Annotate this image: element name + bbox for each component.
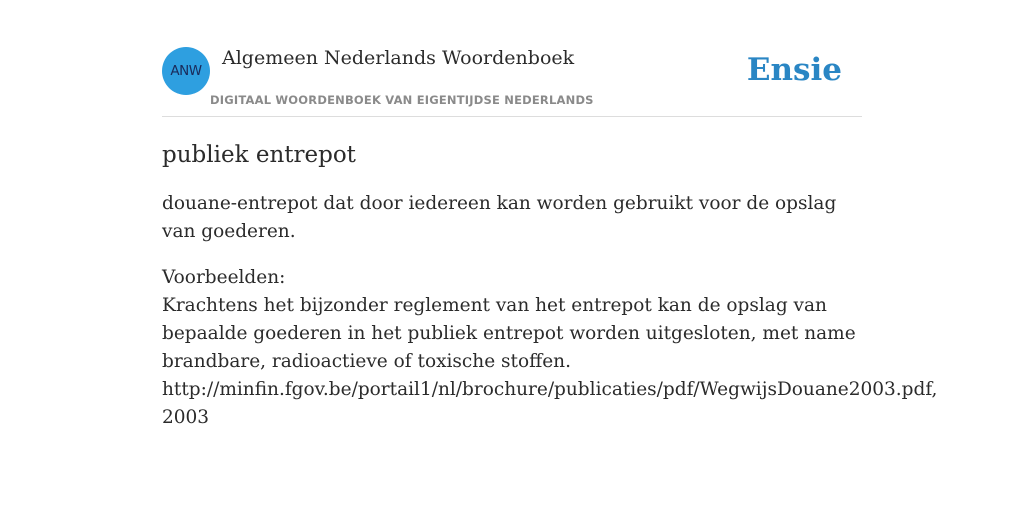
entry-definition: douane-entrepot dat door iedereen kan worden gebruikt voor de opslag van goederen. — [162, 193, 837, 242]
site-title[interactable]: Algemeen Nederlands Woordenboek — [222, 47, 575, 69]
examples-label: Voorbeelden: — [162, 267, 286, 288]
example-text: Krachtens het bijzonder reglement van het entrepot kan de opslag van bepaalde goederen in het publiek entrepot worden uitgesloten, met name brandbare, radioactieve of toxische stoffen. — [162, 295, 856, 372]
examples-section — [162, 264, 938, 432]
example-source: http://minfin.fgov.be/portail1/nl/brochure/publicaties/pdf/WegwijsDouane2003.pdf, — [162, 379, 938, 400]
example-year: 2003 — [162, 407, 210, 428]
site-subtitle: DIGITAAL WOORDENBOEK VAN EIGENTIJDSE NEDERLANDS — [210, 93, 594, 107]
entry-headword: publiek entrepot — [162, 142, 356, 168]
site-header — [162, 46, 862, 117]
anw-logo[interactable]: ANW — [162, 47, 210, 95]
ensie-brand-link[interactable]: Ensie — [746, 52, 842, 88]
dictionary-entry — [162, 138, 938, 432]
